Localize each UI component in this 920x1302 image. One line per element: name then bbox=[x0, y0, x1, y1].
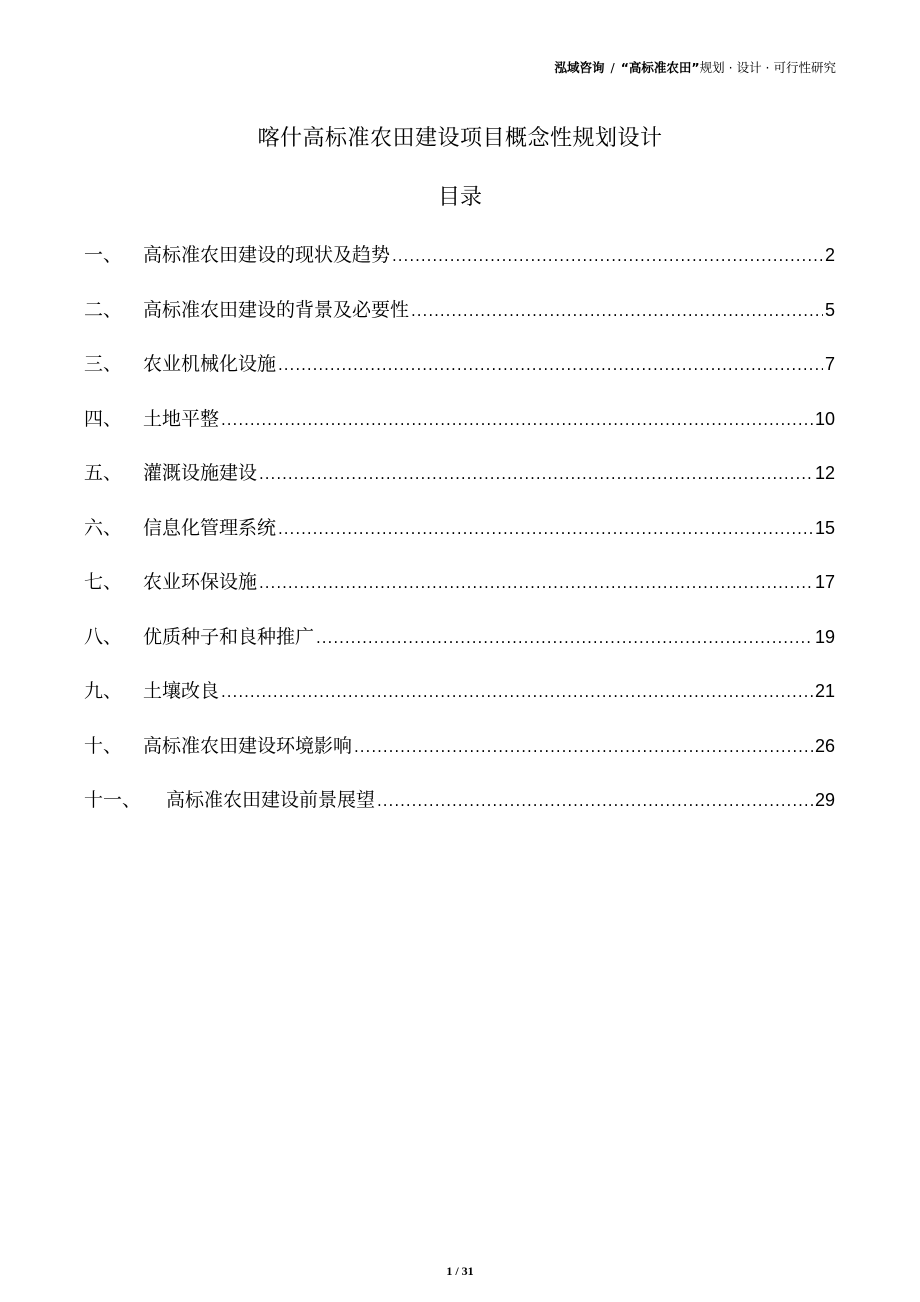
toc-heading: 目录 bbox=[437, 185, 482, 210]
page-header bbox=[554, 58, 836, 76]
toc-entry-title: 土地平整 bbox=[143, 407, 220, 430]
toc-entry[interactable] bbox=[84, 228, 835, 283]
toc-entry-page: 2 bbox=[824, 245, 835, 265]
toc-leader-dots bbox=[411, 284, 823, 339]
toc-leader-dots bbox=[259, 447, 813, 502]
toc-leader-dots bbox=[221, 393, 813, 448]
toc-entry-page: 5 bbox=[824, 299, 835, 320]
toc-entry-number: 一、 bbox=[84, 244, 123, 266]
toc-entry-page: 21 bbox=[814, 681, 835, 701]
document-title: 喀什高标准农田建设项目概念性规划设计 bbox=[257, 126, 663, 151]
header-services: 规划 · 设计 · 可行性研究 bbox=[699, 60, 836, 75]
toc-entry-number: 六、 bbox=[84, 516, 123, 539]
toc-leader-dots bbox=[316, 611, 813, 666]
toc-leader-dots bbox=[278, 502, 813, 557]
toc-entry[interactable] bbox=[84, 392, 835, 447]
toc-entry-title: 农业机械化设施 bbox=[143, 353, 277, 375]
toc-leader-dots bbox=[278, 338, 823, 393]
toc-entry-page: 29 bbox=[814, 790, 835, 810]
toc-entry[interactable] bbox=[84, 610, 835, 665]
table-of-contents bbox=[84, 228, 835, 828]
toc-entry-title: 高标准农田建设的现状及趋势 bbox=[143, 244, 391, 266]
toc-entry-number: 九、 bbox=[84, 680, 123, 702]
toc-leader-dots bbox=[259, 556, 813, 611]
toc-leader-dots bbox=[392, 229, 823, 284]
toc-entry-page: 19 bbox=[814, 626, 835, 647]
toc-entry-number: 十一、 bbox=[84, 789, 142, 811]
toc-entry-title: 信息化管理系统 bbox=[143, 516, 277, 539]
toc-entry[interactable] bbox=[84, 555, 835, 610]
toc-entry-title: 灌溉设施建设 bbox=[143, 462, 258, 484]
toc-entry[interactable] bbox=[84, 664, 835, 719]
toc-entry-page: 26 bbox=[814, 735, 835, 756]
toc-entry[interactable] bbox=[84, 337, 835, 392]
toc-entry-page: 7 bbox=[824, 354, 835, 374]
toc-entry-number: 二、 bbox=[84, 298, 123, 321]
page-number-footer: 1 / 31 bbox=[446, 1264, 474, 1278]
toc-entry-number: 七、 bbox=[84, 571, 123, 593]
header-separator: / bbox=[610, 60, 615, 75]
toc-leader-dots bbox=[221, 665, 813, 720]
toc-entry-number: 三、 bbox=[84, 353, 123, 375]
toc-entry-title: 高标准农田建设环境影响 bbox=[143, 734, 353, 757]
toc-entry-number: 五、 bbox=[84, 462, 123, 484]
toc-entry-page: 10 bbox=[814, 408, 835, 429]
toc-entry-page: 12 bbox=[814, 463, 835, 483]
toc-entry[interactable] bbox=[84, 446, 835, 501]
toc-entry-title: 农业环保设施 bbox=[143, 571, 258, 593]
toc-leader-dots bbox=[377, 774, 813, 829]
header-quoted-topic: “高标准农田” bbox=[620, 60, 700, 75]
toc-entry-number: 十、 bbox=[84, 734, 123, 757]
toc-entry[interactable] bbox=[84, 773, 835, 828]
toc-entry[interactable] bbox=[84, 283, 835, 338]
toc-entry-title: 土壤改良 bbox=[143, 680, 220, 702]
toc-entry-title: 高标准农田建设前景展望 bbox=[166, 789, 376, 811]
toc-leader-dots bbox=[354, 720, 813, 775]
toc-entry[interactable] bbox=[84, 719, 835, 774]
toc-entry-page: 17 bbox=[814, 572, 835, 592]
toc-entry-title: 高标准农田建设的背景及必要性 bbox=[143, 298, 410, 321]
toc-entry[interactable] bbox=[84, 501, 835, 556]
toc-entry-title: 优质种子和良种推广 bbox=[143, 625, 315, 648]
toc-entry-number: 四、 bbox=[84, 407, 123, 430]
toc-entry-page: 15 bbox=[814, 517, 835, 538]
toc-entry-number: 八、 bbox=[84, 625, 123, 648]
header-brand: 泓域咨询 bbox=[554, 60, 605, 75]
